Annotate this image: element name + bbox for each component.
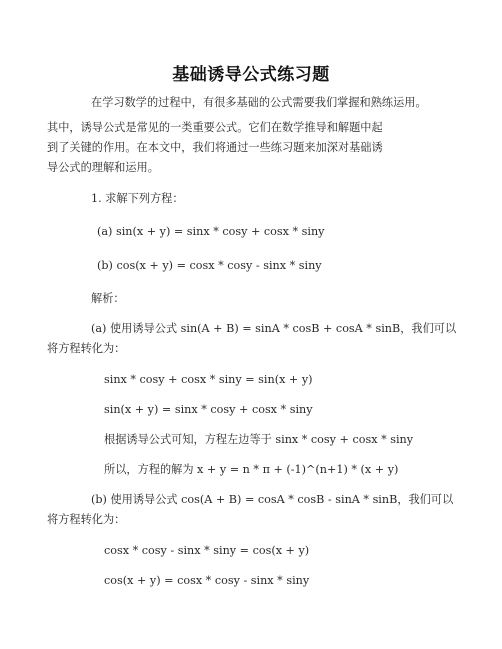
solution-b-line-2: 将方程转化为： [47, 513, 126, 526]
solution-b-equation-2: cos(x + y) = cosx * cosy - sinx * siny [104, 574, 310, 587]
intro-line-2: 其中，诱导公式是常见的一类重要公式。它们在数学推导和解题中起 [47, 121, 383, 134]
solution-b-line-1: (b) 使用诱导公式 cos(A + B) = cosA * cosB - sinA * sinB，我们可以 [91, 493, 454, 506]
solution-b-equation-1: cosx * cosy - sinx * siny = cos(x + y) [104, 544, 310, 557]
intro-line-4: 导公式的理解和运用。 [47, 161, 159, 174]
solution-a-note-1: 根据诱导公式可知，方程左边等于 sinx * cosy + cosx * siny [104, 433, 414, 446]
question-1b: (b) cos(x + y) = cosx * cosy - sinx * siny [97, 259, 322, 272]
solution-a-note-2: 所以，方程的解为 x + y = n * π + (-1)^(n+1) * (x + y) [104, 463, 399, 476]
solution-a-line-2: 将方程转化为： [47, 342, 126, 355]
question-1-prompt: 1. 求解下列方程： [91, 192, 184, 205]
solution-a-equation-1: sinx * cosy + cosx * siny = sin(x + y) [104, 373, 313, 386]
intro-line-3: 到了关键的作用。在本文中，我们将通过一些练习题来加深对基础诱 [47, 141, 383, 154]
intro-line-1: 在学习数学的过程中，有很多基础的公式需要我们掌握和熟练运用。 [91, 96, 427, 109]
solution-a-equation-2: sin(x + y) = sinx * cosy + cosx * siny [104, 403, 313, 416]
solution-a-line-1: (a) 使用诱导公式 sin(A + B) = sinA * cosB + cosA * sinB，我们可以 [91, 322, 457, 335]
analysis-label: 解析： [91, 292, 125, 305]
question-1a: (a) sin(x + y) = sinx * cosy + cosx * siny [97, 225, 325, 238]
document-title: 基础诱导公式练习题 [172, 65, 330, 85]
